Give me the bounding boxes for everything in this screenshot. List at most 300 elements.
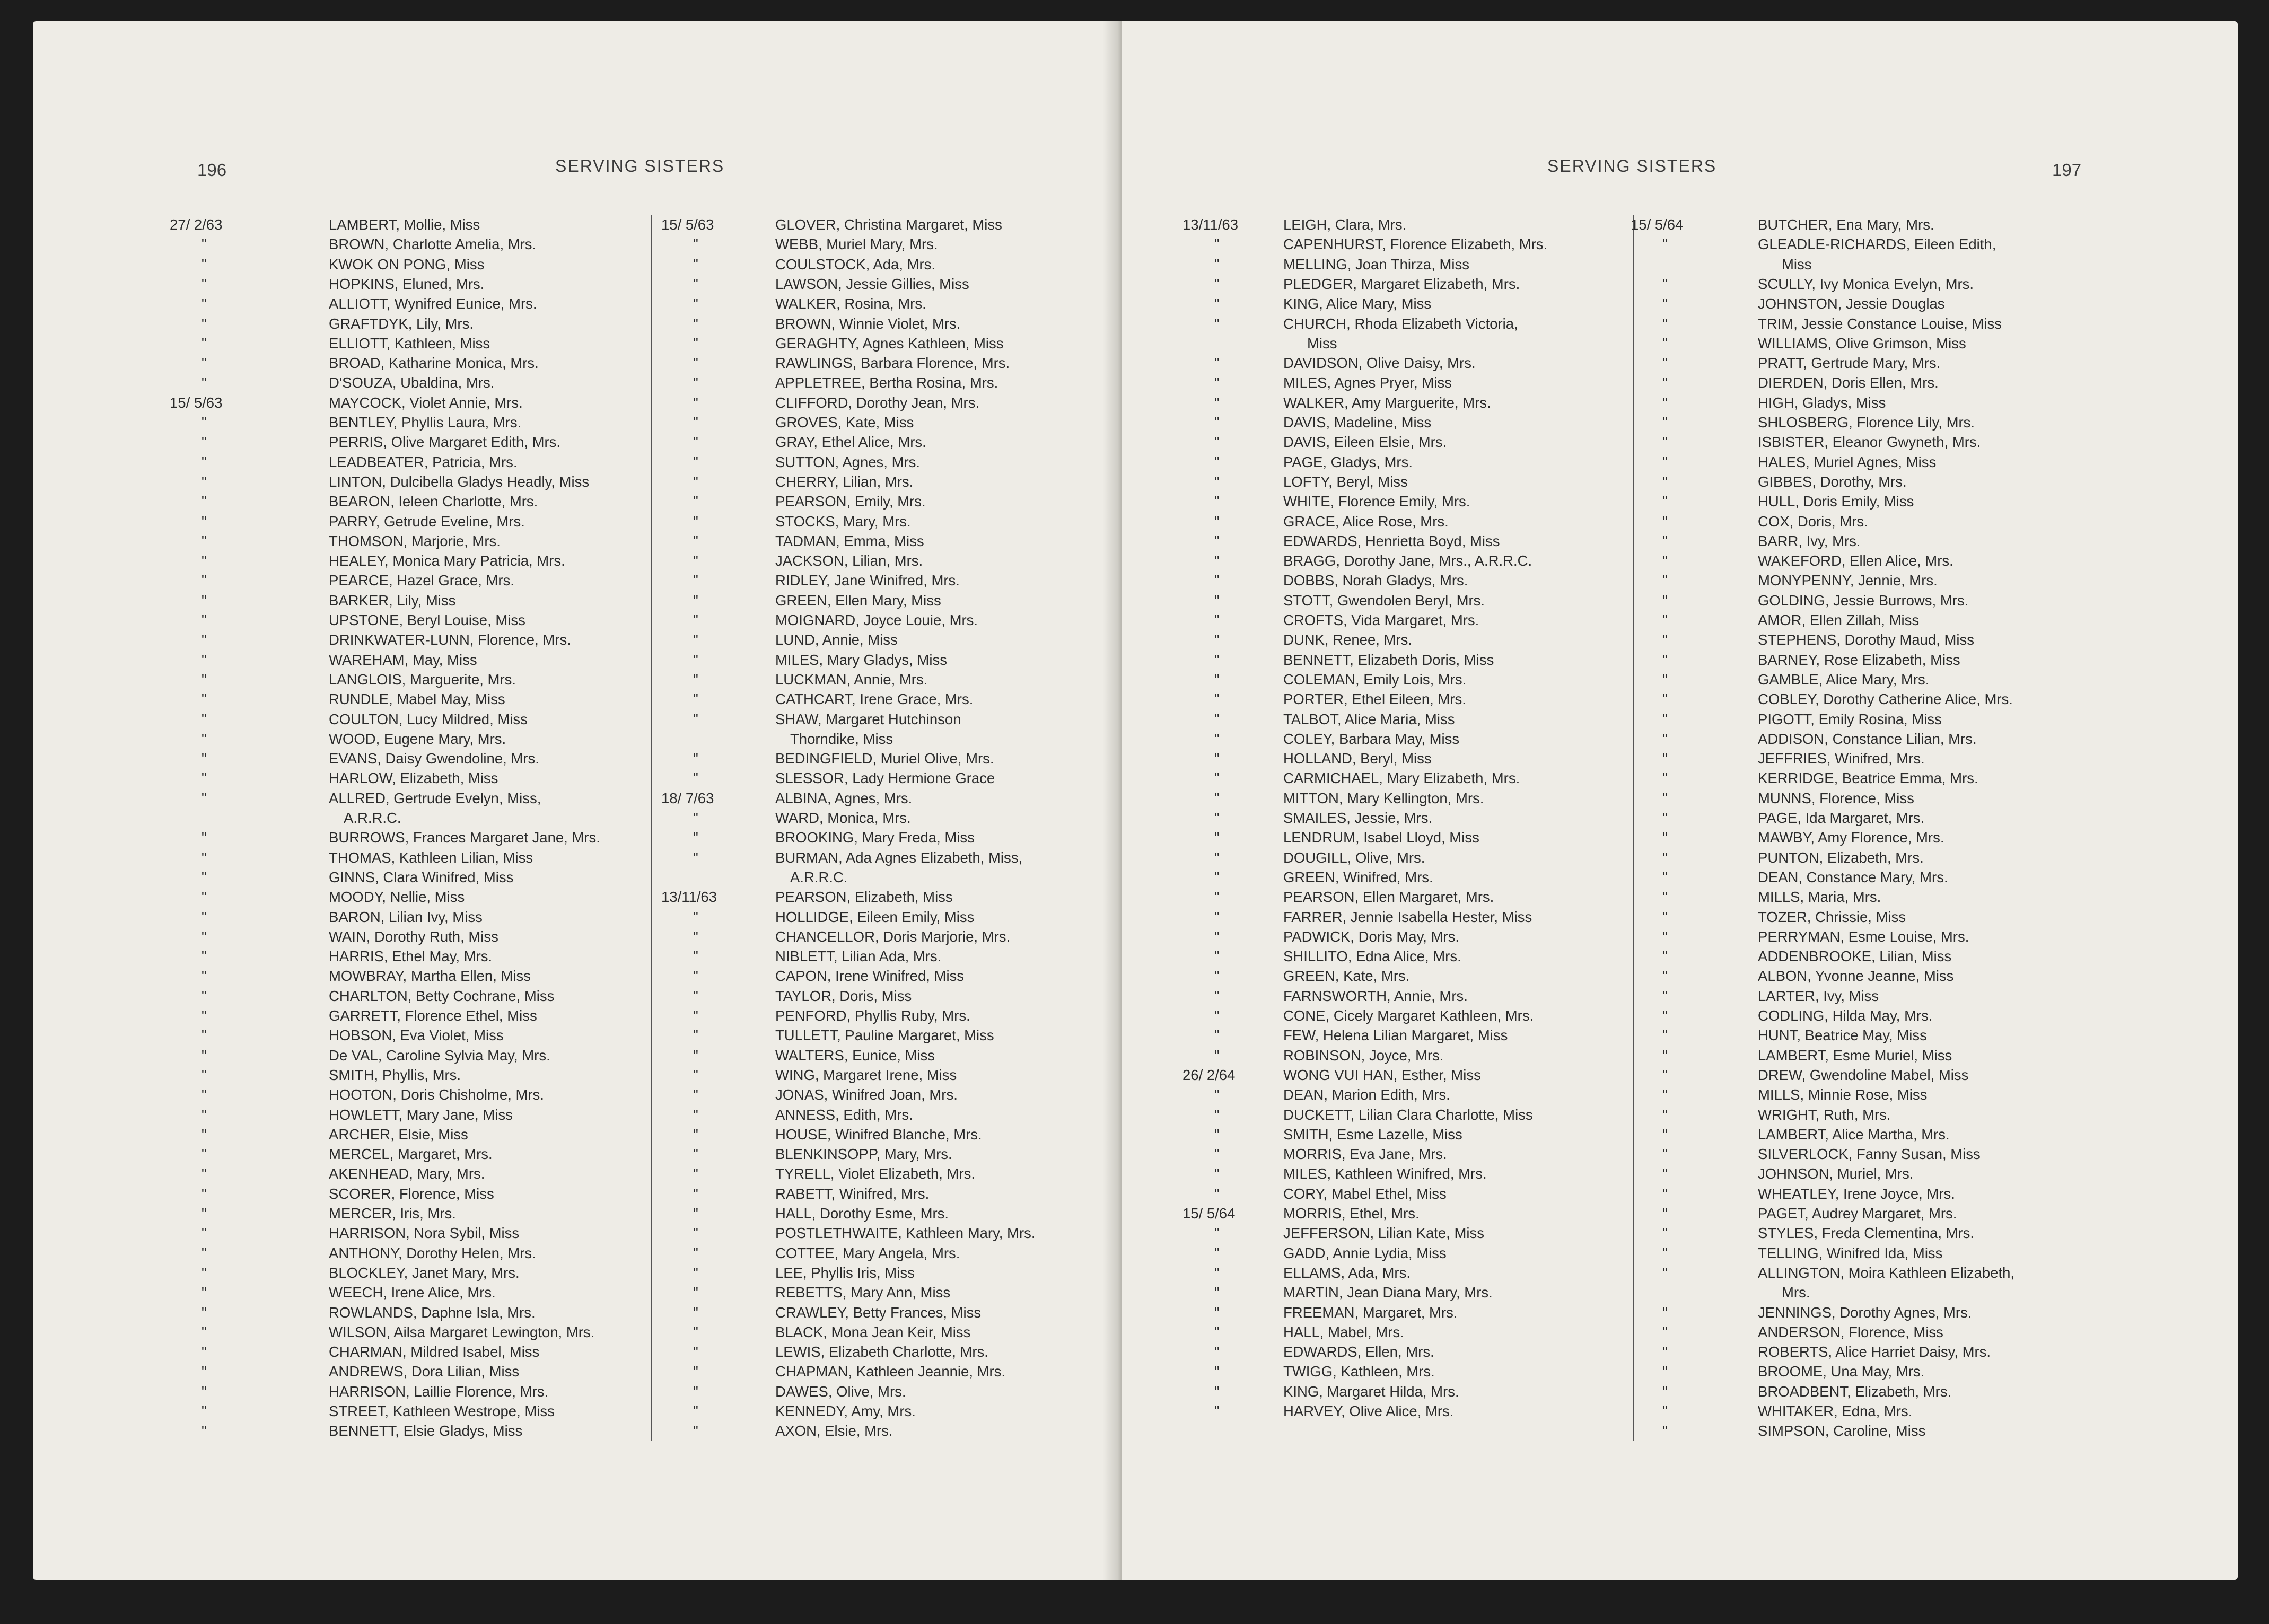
entry-date: 13/11/63 xyxy=(1182,216,1239,233)
entry-name: GRAFTDYK, Lily, Mrs. xyxy=(329,315,474,332)
entry-date: " xyxy=(202,1323,207,1340)
entry-date: " xyxy=(202,1106,207,1123)
entry-name: GLEADLE-RICHARDS, Eileen Edith, xyxy=(1758,236,1996,253)
entry-name: WOOD, Eugene Mary, Mrs. xyxy=(329,730,506,747)
entry-name: BARR, Ivy, Mrs. xyxy=(1758,532,1861,549)
entry-name: STOCKS, Mary, Mrs. xyxy=(775,513,911,530)
entry-date: " xyxy=(1214,1146,1220,1163)
entry-date: " xyxy=(693,394,698,411)
entry-name: MORRIS, Ethel, Mrs. xyxy=(1283,1205,1420,1222)
entry-name: GREEN, Winifred, Mrs. xyxy=(1283,868,1433,885)
entry-name: WALKER, Amy Marguerite, Mrs. xyxy=(1283,394,1491,411)
column-rule xyxy=(1633,215,1634,1441)
entry-name: WALTERS, Eunice, Miss xyxy=(775,1047,935,1064)
entry-name: HEALEY, Monica Mary Patricia, Mrs. xyxy=(329,552,565,569)
entry-name: DAVIS, Madeline, Miss xyxy=(1283,414,1432,431)
entry-date: " xyxy=(202,275,207,292)
entry-date: " xyxy=(693,493,698,510)
entry-name: D'SOUZA, Ubaldina, Mrs. xyxy=(329,374,495,391)
entry-name: HOUSE, Winifred Blanche, Mrs. xyxy=(775,1126,982,1143)
entry-date: " xyxy=(693,1423,698,1439)
entry-date: " xyxy=(202,651,207,668)
entry-date: " xyxy=(1662,473,1668,490)
entry-date: 27/ 2/63 xyxy=(170,216,223,233)
entry-name: DREW, Gwendoline Mabel, Miss xyxy=(1758,1066,1969,1083)
entry-name: DUNK, Renee, Mrs. xyxy=(1283,631,1412,648)
entry-name: GREEN, Kate, Mrs. xyxy=(1283,968,1410,985)
entry-date: " xyxy=(1662,770,1668,787)
entry-date: " xyxy=(1662,1165,1668,1182)
entry-name: JOHNSON, Muriel, Mrs. xyxy=(1758,1165,1914,1182)
entry-date: 18/ 7/63 xyxy=(661,789,714,806)
entry-name: EDWARDS, Henrietta Boyd, Miss xyxy=(1283,532,1500,549)
entry-date: " xyxy=(693,453,698,470)
entry-name: WHEATLEY, Irene Joyce, Mrs. xyxy=(1758,1185,1955,1202)
entry-date: " xyxy=(1214,612,1220,628)
entry-name: PAGE, Ida Margaret, Mrs. xyxy=(1758,810,1925,826)
left-page xyxy=(33,21,1120,1580)
entry-name: CHERRY, Lilian, Mrs. xyxy=(775,473,914,490)
entry-name: SHILLITO, Edna Alice, Mrs. xyxy=(1283,948,1461,965)
entry-date: " xyxy=(202,889,207,906)
entry-name: ADDENBROOKE, Lilian, Miss xyxy=(1758,948,1952,965)
entry-name: BROOKING, Mary Freda, Miss xyxy=(775,829,975,846)
entry-name: WONG VUI HAN, Esther, Miss xyxy=(1283,1066,1481,1083)
entry-name: JONAS, Winifred Joan, Mrs. xyxy=(775,1086,958,1103)
entry-date: " xyxy=(1214,810,1220,826)
entry-name: PEARSON, Ellen Margaret, Mrs. xyxy=(1283,889,1494,906)
entry-name: ANNESS, Edith, Mrs. xyxy=(775,1106,913,1123)
entry-name: LAMBERT, Mollie, Miss xyxy=(329,216,480,233)
entry-date: " xyxy=(693,1284,698,1301)
entry-date: " xyxy=(1662,889,1668,906)
entry-name: DEAN, Marion Edith, Mrs. xyxy=(1283,1086,1450,1103)
entry-date: " xyxy=(1214,355,1220,372)
entry-date: " xyxy=(1662,1323,1668,1340)
entry-date: " xyxy=(202,434,207,451)
entry-name: GLOVER, Christina Margaret, Miss xyxy=(775,216,1002,233)
entry-date: " xyxy=(202,1304,207,1321)
entry-name: CHARMAN, Mildred Isabel, Miss xyxy=(329,1344,540,1360)
entry-date: " xyxy=(202,295,207,312)
entry-name: BROADBENT, Elizabeth, Mrs. xyxy=(1758,1383,1952,1400)
entry-name: MAYCOCK, Violet Annie, Mrs. xyxy=(329,394,523,411)
entry-date: " xyxy=(1214,1304,1220,1321)
entry-name: BURROWS, Frances Margaret Jane, Mrs. xyxy=(329,829,600,846)
entry-date: " xyxy=(693,1323,698,1340)
right-page xyxy=(1122,21,2238,1580)
entry-date: " xyxy=(1214,532,1220,549)
entry-name: APPLETREE, Bertha Rosina, Mrs. xyxy=(775,374,998,391)
entry-name: TULLETT, Pauline Margaret, Miss xyxy=(775,1027,994,1044)
entry-date: " xyxy=(202,453,207,470)
entry-name: WING, Margaret Irene, Miss xyxy=(775,1066,957,1083)
entry-date: 26/ 2/64 xyxy=(1182,1066,1236,1083)
entry-date: " xyxy=(1214,1007,1220,1024)
entry-date: " xyxy=(1214,1027,1220,1044)
entry-name: PEARSON, Elizabeth, Miss xyxy=(775,889,953,906)
entry-name: THOMSON, Marjorie, Mrs. xyxy=(329,532,501,549)
entry-date: " xyxy=(1214,1165,1220,1182)
entry-name: SCORER, Florence, Miss xyxy=(329,1185,494,1202)
entry-name: DOUGILL, Olive, Mrs. xyxy=(1283,849,1425,866)
entry-date: " xyxy=(1662,552,1668,569)
entry-date: " xyxy=(1662,1344,1668,1360)
entry-date: " xyxy=(1214,651,1220,668)
entry-date: " xyxy=(1214,1225,1220,1242)
entry-name: MILLS, Maria, Mrs. xyxy=(1758,889,1881,906)
entry-name: GINNS, Clara Winifred, Miss xyxy=(329,868,514,885)
entry-name: HARRIS, Ethel May, Mrs. xyxy=(329,948,493,965)
entry-name: WAREHAM, May, Miss xyxy=(329,651,477,668)
entry-name: DAWES, Olive, Mrs. xyxy=(775,1383,906,1400)
entry-name: LENDRUM, Isabel Lloyd, Miss xyxy=(1283,829,1479,846)
entry-name: DAVIDSON, Olive Daisy, Mrs. xyxy=(1283,355,1476,372)
entry-date: " xyxy=(1214,1126,1220,1143)
entry-name: HARRISON, Nora Sybil, Miss xyxy=(329,1225,520,1242)
entry-date: " xyxy=(1662,493,1668,510)
entry-date: " xyxy=(202,928,207,945)
entry-date: " xyxy=(202,532,207,549)
entry-name: COBLEY, Dorothy Catherine Alice, Mrs. xyxy=(1758,691,2013,708)
entry-date: " xyxy=(202,868,207,885)
entry-name: BUTCHER, Ena Mary, Mrs. xyxy=(1758,216,1934,233)
entry-name: GROVES, Kate, Miss xyxy=(775,414,914,431)
entry-name: COULSTOCK, Ada, Mrs. xyxy=(775,256,936,273)
entry-date: " xyxy=(1214,849,1220,866)
entry-date: " xyxy=(1214,275,1220,292)
entry-name: A.R.R.C. xyxy=(790,868,848,885)
entry-name: WHITAKER, Edna, Mrs. xyxy=(1758,1403,1913,1419)
entry-name: AXON, Elsie, Mrs. xyxy=(775,1423,893,1439)
entry-name: ANTHONY, Dorothy Helen, Mrs. xyxy=(329,1244,536,1261)
entry-name: A.R.R.C. xyxy=(344,810,401,826)
entry-date: " xyxy=(693,434,698,451)
entry-name: HOLLAND, Beryl, Miss xyxy=(1283,750,1432,767)
entry-name: CODLING, Hilda May, Mrs. xyxy=(1758,1007,1933,1024)
entry-date: " xyxy=(1662,1146,1668,1163)
entry-date: " xyxy=(1662,1185,1668,1202)
entry-date: " xyxy=(1214,730,1220,747)
entry-date: " xyxy=(202,789,207,806)
entry-date: " xyxy=(1214,1047,1220,1064)
entry-date: " xyxy=(693,572,698,589)
entry-date: " xyxy=(1214,374,1220,391)
entry-name: HALES, Muriel Agnes, Miss xyxy=(1758,453,1937,470)
entry-date: 15/ 5/64 xyxy=(1631,216,1684,233)
entry-date: " xyxy=(693,671,698,688)
entry-date: " xyxy=(1214,789,1220,806)
entry-date: " xyxy=(693,1403,698,1419)
entry-date: " xyxy=(693,1165,698,1182)
entry-date: " xyxy=(1214,928,1220,945)
entry-name: HOPKINS, Eluned, Mrs. xyxy=(329,275,485,292)
entry-name: ALLINGTON, Moira Kathleen Elizabeth, xyxy=(1758,1264,2015,1281)
entry-name: HALL, Dorothy Esme, Mrs. xyxy=(775,1205,949,1222)
entry-name: MUNNS, Florence, Miss xyxy=(1758,789,1914,806)
entry-name: BENNETT, Elsie Gladys, Miss xyxy=(329,1423,523,1439)
page-number: 196 xyxy=(197,160,227,180)
entry-date: " xyxy=(1662,987,1668,1004)
entry-name: SHAW, Margaret Hutchinson xyxy=(775,710,961,727)
entry-date: 15/ 5/64 xyxy=(1182,1205,1236,1222)
entry-date: " xyxy=(1214,868,1220,885)
entry-name: PORTER, Ethel Eileen, Mrs. xyxy=(1283,691,1466,708)
entry-date: " xyxy=(1214,473,1220,490)
entry-date: " xyxy=(1662,532,1668,549)
entry-name: SHLOSBERG, Florence Lily, Mrs. xyxy=(1758,414,1975,431)
entry-name: DOBBS, Norah Gladys, Mrs. xyxy=(1283,572,1468,589)
entry-date: " xyxy=(1662,968,1668,985)
entry-date: " xyxy=(202,612,207,628)
entry-date: " xyxy=(202,1007,207,1024)
entry-date: " xyxy=(202,513,207,530)
entry-name: ISBISTER, Eleanor Gwyneth, Mrs. xyxy=(1758,434,1981,451)
entry-date: " xyxy=(693,1344,698,1360)
entry-name: COLEY, Barbara May, Miss xyxy=(1283,730,1460,747)
entry-name: ARCHER, Elsie, Miss xyxy=(329,1126,468,1143)
entry-date: " xyxy=(693,810,698,826)
entry-name: MOIGNARD, Joyce Louie, Mrs. xyxy=(775,612,978,628)
entry-name: Mrs. xyxy=(1782,1284,1810,1301)
entry-name: BRAGG, Dorothy Jane, Mrs., A.R.R.C. xyxy=(1283,552,1532,569)
entry-date: " xyxy=(1662,335,1668,352)
entry-date: " xyxy=(202,552,207,569)
entry-name: PERRYMAN, Esme Louise, Mrs. xyxy=(1758,928,1969,945)
entry-name: FARNSWORTH, Annie, Mrs. xyxy=(1283,987,1468,1004)
entry-date: " xyxy=(693,908,698,925)
entry-name: WAKEFORD, Ellen Alice, Mrs. xyxy=(1758,552,1953,569)
entry-name: CAPENHURST, Florence Elizabeth, Mrs. xyxy=(1283,236,1548,253)
entry-date: " xyxy=(202,770,207,787)
entry-date: " xyxy=(1662,710,1668,727)
entry-date: " xyxy=(202,414,207,431)
entry-date: " xyxy=(693,592,698,609)
entry-date: " xyxy=(693,1205,698,1222)
entry-name: ROWLANDS, Daphne Isla, Mrs. xyxy=(329,1304,536,1321)
entry-name: MELLING, Joan Thirza, Miss xyxy=(1283,256,1469,273)
entry-name: KERRIDGE, Beatrice Emma, Mrs. xyxy=(1758,770,1978,787)
entry-date: " xyxy=(1662,1363,1668,1380)
entry-name: WAIN, Dorothy Ruth, Miss xyxy=(329,928,498,945)
entry-date: " xyxy=(693,1047,698,1064)
entry-name: CROFTS, Vida Margaret, Mrs. xyxy=(1283,612,1479,628)
entry-name: MILES, Agnes Pryer, Miss xyxy=(1283,374,1452,391)
entry-name: LAWSON, Jessie Gillies, Miss xyxy=(775,275,969,292)
entry-name: WHITE, Florence Emily, Mrs. xyxy=(1283,493,1470,510)
entry-date: " xyxy=(693,987,698,1004)
entry-date: " xyxy=(202,829,207,846)
entry-name: COLEMAN, Emily Lois, Mrs. xyxy=(1283,671,1467,688)
entry-date: " xyxy=(1214,1244,1220,1261)
entry-date: " xyxy=(1214,889,1220,906)
entry-name: TRIM, Jessie Constance Louise, Miss xyxy=(1758,315,2002,332)
entry-name: GRAY, Ethel Alice, Mrs. xyxy=(775,434,926,451)
entry-date: " xyxy=(693,1185,698,1202)
entry-date: " xyxy=(202,730,207,747)
entry-name: HALL, Mabel, Mrs. xyxy=(1283,1323,1404,1340)
entry-date: " xyxy=(1662,789,1668,806)
entry-date: " xyxy=(693,1225,698,1242)
entry-date: " xyxy=(693,532,698,549)
entry-name: MAWBY, Amy Florence, Mrs. xyxy=(1758,829,1944,846)
entry-date: " xyxy=(693,335,698,352)
entry-name: BLENKINSOPP, Mary, Mrs. xyxy=(775,1146,952,1163)
entry-name: GERAGHTY, Agnes Kathleen, Miss xyxy=(775,335,1004,352)
entry-date: " xyxy=(693,968,698,985)
entry-name: WEECH, Irene Alice, Mrs. xyxy=(329,1284,496,1301)
entry-name: PAGE, Gladys, Mrs. xyxy=(1283,453,1413,470)
entry-name: BROWN, Winnie Violet, Mrs. xyxy=(775,315,961,332)
entry-name: FREEMAN, Margaret, Mrs. xyxy=(1283,1304,1458,1321)
entry-name: GAMBLE, Alice Mary, Mrs. xyxy=(1758,671,1930,688)
entry-name: REBETTS, Mary Ann, Miss xyxy=(775,1284,951,1301)
entry-date: " xyxy=(1662,1423,1668,1439)
entry-name: ALBINA, Agnes, Mrs. xyxy=(775,789,913,806)
entry-name: ELLIOTT, Kathleen, Miss xyxy=(329,335,490,352)
entry-date: " xyxy=(693,1264,698,1281)
entry-name: CAPON, Irene Winifred, Miss xyxy=(775,968,965,985)
entry-name: HOOTON, Doris Chisholme, Mrs. xyxy=(329,1086,544,1103)
entry-date: " xyxy=(202,1165,207,1182)
entry-date: " xyxy=(693,612,698,628)
entry-name: Thorndike, Miss xyxy=(790,730,893,747)
entry-date: " xyxy=(1662,829,1668,846)
entry-date: " xyxy=(1214,315,1220,332)
entry-name: LAMBERT, Esme Muriel, Miss xyxy=(1758,1047,1952,1064)
entry-date: " xyxy=(693,1244,698,1261)
entry-name: BENNETT, Elizabeth Doris, Miss xyxy=(1283,651,1494,668)
entry-date: " xyxy=(202,315,207,332)
entry-date: " xyxy=(1214,1323,1220,1340)
entry-date: " xyxy=(693,691,698,708)
entry-date: " xyxy=(1662,1383,1668,1400)
entry-name: SCULLY, Ivy Monica Evelyn, Mrs. xyxy=(1758,275,1974,292)
entry-name: ROBINSON, Joyce, Mrs. xyxy=(1283,1047,1444,1064)
entry-name: SMAILES, Jessie, Mrs. xyxy=(1283,810,1433,826)
entry-name: PENFORD, Phyllis Ruby, Mrs. xyxy=(775,1007,970,1024)
entry-date: " xyxy=(202,1205,207,1222)
entry-date: " xyxy=(1214,295,1220,312)
entry-date: " xyxy=(1662,1047,1668,1064)
entry-date: " xyxy=(693,928,698,945)
entry-date: " xyxy=(693,513,698,530)
entry-date: " xyxy=(1662,1106,1668,1123)
entry-date: " xyxy=(1214,829,1220,846)
entry-date: 13/11/63 xyxy=(661,889,717,906)
entry-date: " xyxy=(693,1304,698,1321)
entry-date: " xyxy=(693,710,698,727)
entry-date: " xyxy=(202,1086,207,1103)
column-rule xyxy=(651,215,652,1441)
entry-date: " xyxy=(202,1363,207,1380)
entry-name: LOFTY, Beryl, Miss xyxy=(1283,473,1408,490)
entry-date: " xyxy=(1662,671,1668,688)
entry-date: " xyxy=(693,948,698,965)
entry-date: " xyxy=(1662,908,1668,925)
entry-date: " xyxy=(1214,1086,1220,1103)
entry-date: " xyxy=(202,493,207,510)
entry-name: COTTEE, Mary Angela, Mrs. xyxy=(775,1244,960,1261)
entry-name: EVANS, Daisy Gwendoline, Mrs. xyxy=(329,750,539,767)
entry-name: JENNINGS, Dorothy Agnes, Mrs. xyxy=(1758,1304,1972,1321)
entry-name: PADWICK, Doris May, Mrs. xyxy=(1283,928,1460,945)
entry-name: WARD, Monica, Mrs. xyxy=(775,810,911,826)
entry-name: LUND, Annie, Miss xyxy=(775,631,898,648)
entry-date: " xyxy=(202,849,207,866)
entry-name: RAWLINGS, Barbara Florence, Mrs. xyxy=(775,355,1010,372)
entry-name: LEADBEATER, Patricia, Mrs. xyxy=(329,453,518,470)
entry-date: " xyxy=(202,1264,207,1281)
entry-name: COULTON, Lucy Mildred, Miss xyxy=(329,710,528,727)
entry-date: " xyxy=(1214,572,1220,589)
entry-name: STEPHENS, Dorothy Maud, Miss xyxy=(1758,631,1975,648)
entry-date: " xyxy=(1662,1225,1668,1242)
entry-name: JACKSON, Lilian, Mrs. xyxy=(775,552,923,569)
entry-date: " xyxy=(693,236,698,253)
entry-name: RUNDLE, Mabel May, Miss xyxy=(329,691,505,708)
entry-name: CHURCH, Rhoda Elizabeth Victoria, xyxy=(1283,315,1518,332)
entry-name: TYRELL, Violet Elizabeth, Mrs. xyxy=(775,1165,976,1182)
entry-date: " xyxy=(1214,236,1220,253)
entry-date: " xyxy=(202,968,207,985)
entry-name: BLOCKLEY, Janet Mary, Mrs. xyxy=(329,1264,520,1281)
entry-name: HARLOW, Elizabeth, Miss xyxy=(329,770,498,787)
entry-name: ADDISON, Constance Lilian, Mrs. xyxy=(1758,730,1977,747)
entry-date: " xyxy=(1662,1244,1668,1261)
entry-name: ALLIOTT, Wynifred Eunice, Mrs. xyxy=(329,295,537,312)
entry-name: PERRIS, Olive Margaret Edith, Mrs. xyxy=(329,434,561,451)
entry-name: HUNT, Beatrice May, Miss xyxy=(1758,1027,1927,1044)
entry-name: SIMPSON, Caroline, Miss xyxy=(1758,1423,1926,1439)
entry-name: STREET, Kathleen Westrope, Miss xyxy=(329,1403,555,1419)
entry-date: " xyxy=(1662,612,1668,628)
entry-date: " xyxy=(693,849,698,866)
entry-name: LEWIS, Elizabeth Charlotte, Mrs. xyxy=(775,1344,988,1360)
entry-name: SLESSOR, Lady Hermione Grace xyxy=(775,770,995,787)
entry-name: CHARLTON, Betty Cochrane, Miss xyxy=(329,987,555,1004)
entry-date: " xyxy=(693,275,698,292)
entry-date: " xyxy=(1214,1383,1220,1400)
entry-date: " xyxy=(202,1146,207,1163)
entry-name: CHANCELLOR, Doris Marjorie, Mrs. xyxy=(775,928,1011,945)
entry-date: " xyxy=(1214,750,1220,767)
entry-name: BEDINGFIELD, Muriel Olive, Mrs. xyxy=(775,750,994,767)
entry-date: " xyxy=(202,1225,207,1242)
entry-date: " xyxy=(693,315,698,332)
entry-date: " xyxy=(1662,1066,1668,1083)
entry-date: " xyxy=(693,414,698,431)
entry-name: LAMBERT, Alice Martha, Mrs. xyxy=(1758,1126,1950,1143)
entry-date: " xyxy=(693,750,698,767)
entry-date: " xyxy=(1214,987,1220,1004)
entry-date: " xyxy=(693,1086,698,1103)
entry-date: " xyxy=(1214,968,1220,985)
entry-date: " xyxy=(693,1106,698,1123)
entry-date: 15/ 5/63 xyxy=(170,394,223,411)
entry-name: WILLIAMS, Olive Grimson, Miss xyxy=(1758,335,1966,352)
entry-date: " xyxy=(202,473,207,490)
entry-name: PEARSON, Emily, Mrs. xyxy=(775,493,926,510)
entry-date: " xyxy=(202,355,207,372)
entry-date: " xyxy=(202,592,207,609)
entry-name: AKENHEAD, Mary, Mrs. xyxy=(329,1165,485,1182)
entry-date: " xyxy=(1214,1264,1220,1281)
entry-name: ROBERTS, Alice Harriet Daisy, Mrs. xyxy=(1758,1344,1991,1360)
entry-name: MONYPENNY, Jennie, Mrs. xyxy=(1758,572,1938,589)
entry-name: KING, Alice Mary, Miss xyxy=(1283,295,1432,312)
entry-date: " xyxy=(202,1344,207,1360)
